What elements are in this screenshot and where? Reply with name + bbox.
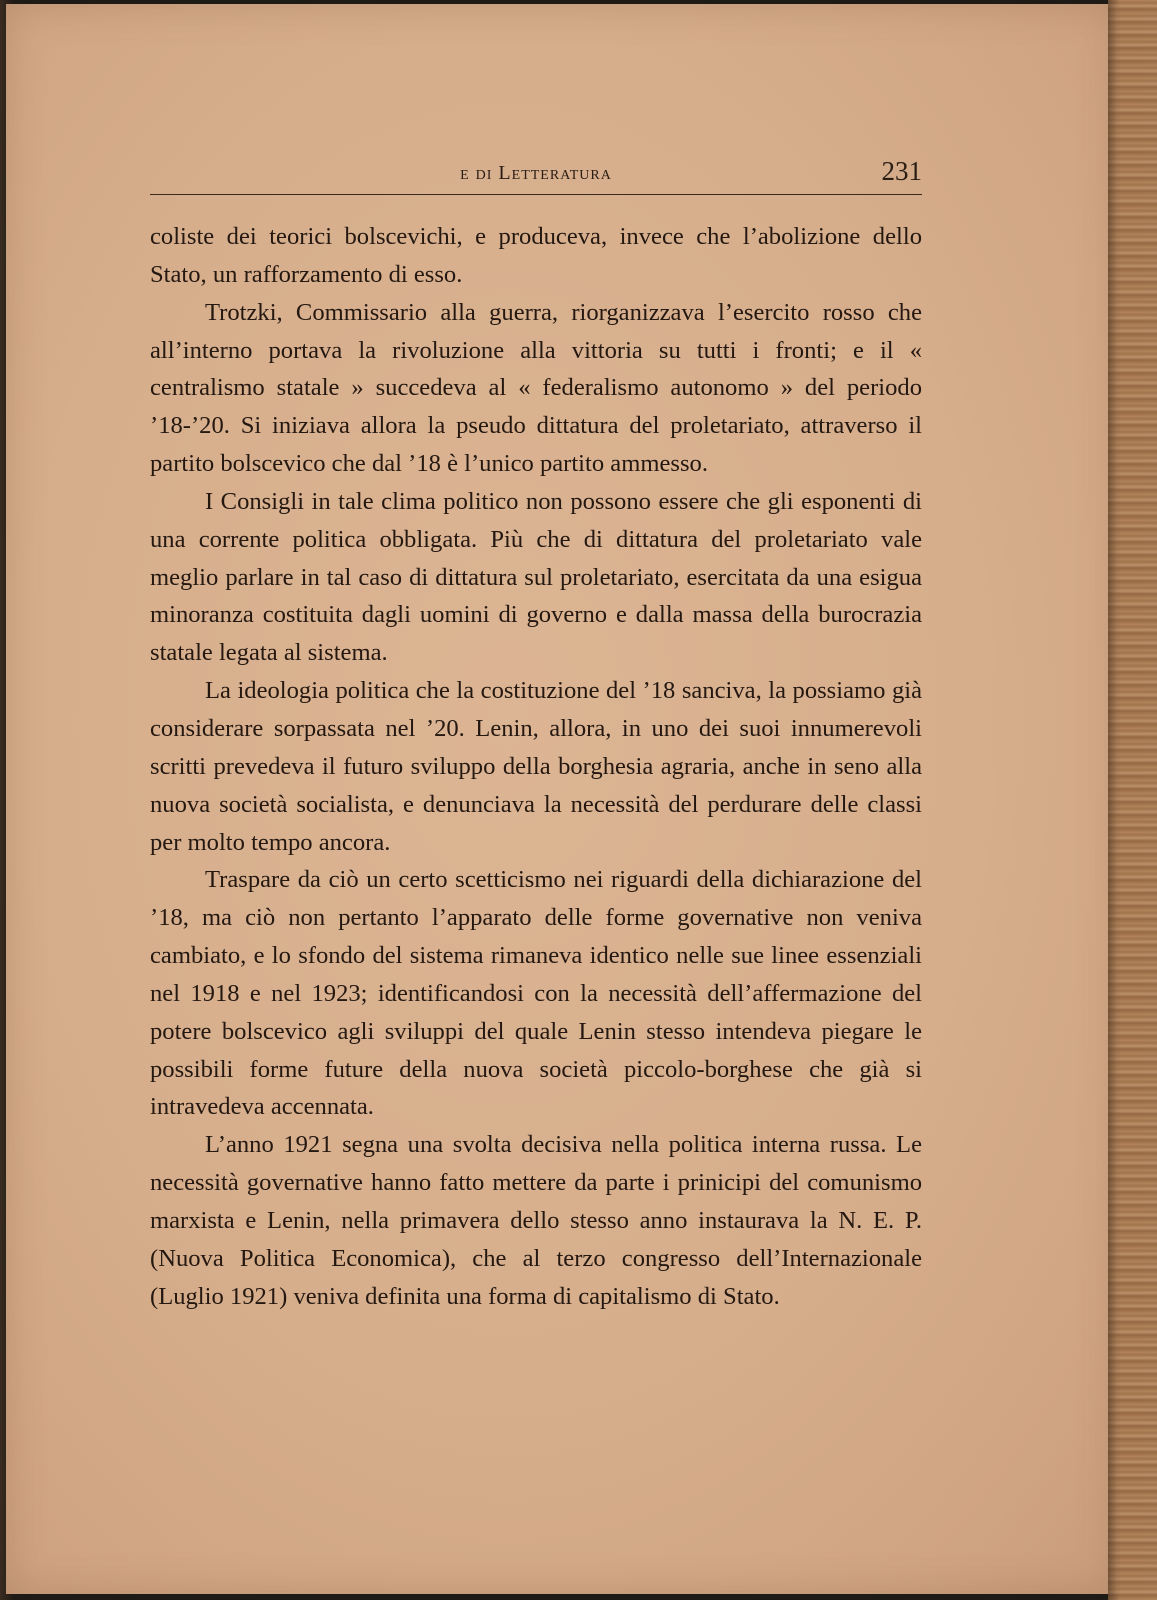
header-rule (150, 194, 922, 195)
paragraph: L’anno 1921 segna una svolta decisiva nella politica interna russa. Le necessità governative hanno fatto mettere da parte i prinicipi del comunismo marxista e Lenin, nella primavera dello stesso anno instaurava la N. E. P. (Nuova Politica Economica), che al terzo congresso dell’Internazionale (Luglio 1921) veniva definita una forma di capitalismo di Stato. (150, 1131, 922, 1310)
paragraph: Trotzki, Commissario alla guerra, riorganizzava l’esercito rosso che all’interno portava la rivoluzione alla vittoria su tutti i fronti; e il « centralismo statale » succedeva al « federalismo autonomo » del periodo ’18-’20. Si iniziava allora la pseudo dittatura del proletariato, attraverso il partito bolscevico che dal ’18 è l’unico partito ammesso. (150, 298, 922, 478)
body-text (150, 218, 922, 1315)
page-number: 231 (881, 156, 922, 186)
running-title: e di Letteratura (460, 162, 612, 184)
paragraph: I Consigli in tale clima politico non possono essere che gli esponenti di una corrente politica obbligata. Più che di dittatura del proletariato vale meglio parlare in tal caso di dittatura sul proletariato, esercitata da una esigua minoranza costituita dagli uomini di governo e dalla massa della burocrazia statale legata al sistema. (150, 487, 922, 667)
running-header (150, 156, 922, 196)
paragraph: Traspare da ciò un certo scetticismo nei riguardi della dichiarazione del ’18, ma ciò non pertanto l’apparato delle forme governative non veniva cambiato, e lo sfondo del sistema rimaneva identico nelle sue linee essenziali nel 1918 e nel 1923; identificandosi con la necessità dell’affermazione del potere bolscevico agli sviluppi del quale Lenin stesso intendeva piegare le possibili forme future della nuova società piccolo-borghese che già si intravedeva accennata. (150, 866, 922, 1121)
page-edge-stack (1108, 0, 1157, 1600)
paragraph-continuation: coliste dei teorici bolscevichi, e produceva, invece che l’abolizione dello Stato, un rafforzamento di esso. (150, 223, 922, 288)
paragraph: La ideologia politica che la costituzione del ’18 sanciva, la possiamo già considerare sorpassata nel ’20. Lenin, allora, in uno dei suoi innumerevoli scritti prevedeva il futuro sviluppo della borghesia agraria, anche in seno alla nuova società socialista, e denunciava la necessità del perdurare delle classi per molto tempo ancora. (150, 677, 922, 856)
